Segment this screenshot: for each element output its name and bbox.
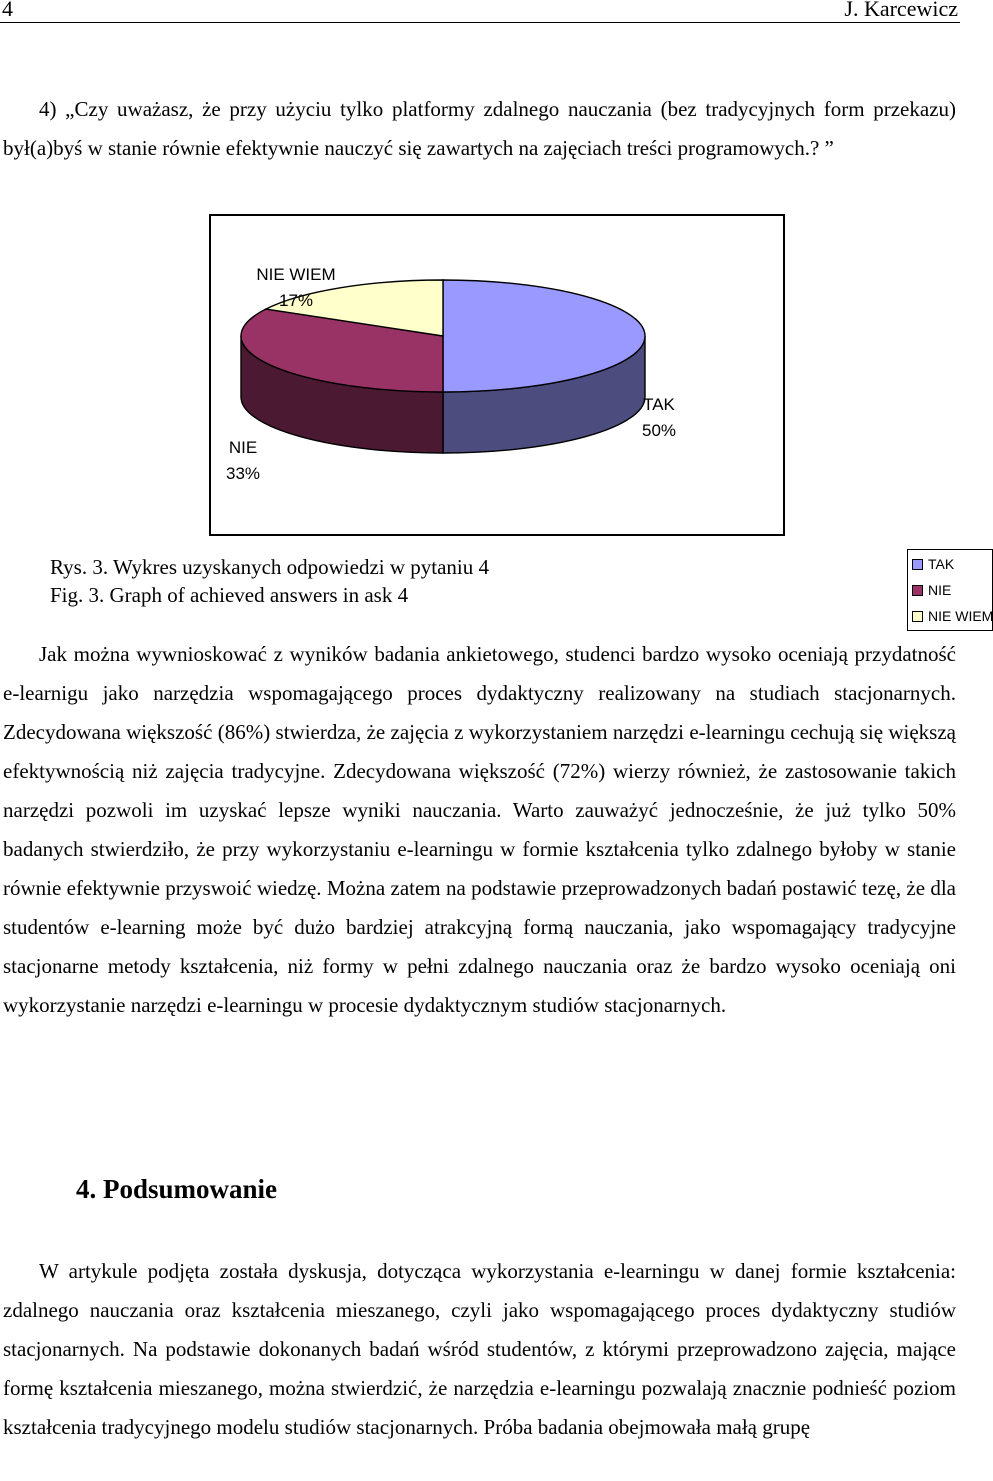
legend-swatch-nie-wiem <box>912 611 923 622</box>
slice-label-nie: NIE <box>228 438 258 457</box>
paragraph-conclusions-first: Jak można wywnioskować z wyników badania ankietowego, studenci bardzo wysoko <box>39 642 772 666</box>
slice-percent-nie-wiem: 17% <box>278 291 314 310</box>
slice-percent-tak: 50% <box>641 421 677 440</box>
slice-label-tak: TAK <box>643 395 675 414</box>
legend-label-nie: NIE <box>928 582 952 598</box>
slice-label-nie-wiem: NIE WIEM <box>256 265 336 284</box>
legend-label-tak: TAK <box>928 556 955 572</box>
figure-caption-pl: Rys. 3. Wykres uzyskanych odpowiedzi w pytaniu 4 <box>50 555 490 579</box>
paragraph-summary-rest: kształcenia: zdalnego nauczania oraz kształcenia mieszanego, czyli jako wspomagającego proces dydaktyczny studiów stacjonarnych. Na podstawie dokonanych badań wśród studentów, z którymi przeprowadzono zajęcia, mające formę kształcenia mieszanego, można stwierdzić, że narzędzia e-learningu pozwalają znacznie podnieść poziom kształcenia tradycyjnego modelu studiów stacjonarnych. Próba badania obejmowała małą grupę <box>3 1259 957 1439</box>
legend-swatch-tak <box>912 559 923 570</box>
running-head-author: J. Karcewicz <box>844 0 958 21</box>
pie-chart <box>211 216 783 534</box>
section-heading: 4. Podsumowanie <box>76 1174 278 1204</box>
paragraph-summary-first: W artykule podjęta została dyskusja, dotycząca wykorzystania e-learningu w danej formie <box>39 1259 847 1283</box>
legend-item-nie <box>912 582 951 598</box>
page-number: 4 <box>2 0 13 21</box>
chart-legend <box>907 549 993 631</box>
legend-swatch-nie <box>912 585 923 596</box>
survey-question <box>3 90 956 168</box>
legend-item-nie-wiem <box>912 608 993 624</box>
paragraph-summary <box>3 1252 956 1447</box>
paragraph-conclusions <box>3 635 956 1025</box>
slice-percent-nie: 33% <box>225 464 261 483</box>
page-header <box>0 0 960 23</box>
figure-caption-en: Fig. 3. Graph of achieved answers in ask 4 <box>50 583 409 607</box>
legend-label-nie-wiem: NIE WIEM <box>928 608 993 624</box>
question-text-rest: form przekazu) był(a)byś w stanie równie efektywnie nauczyć się zawartych na zajęciach treści programowych.? ” <box>3 97 957 160</box>
paragraph-conclusions-rest: oceniają przydatność e-learnigu jako narzędzia wspomagającego proces dydaktyczny realizowany na studiach stacjonarnych. Zdecydowana większość (86%) stwierdza, że zajęcia z wykorzystaniem narzędzi e-learningu cechują się większą efektywnością niż zajęcia tradycyjne. Zdecydowana większość (72%) wierzy również, że zastosowanie takich narzędzi pozwoli im uzyskać lepsze wyniki nauczania. Warto zauważyć jednocześnie, że już tylko 50% badanych stwierdziło, że przy wykorzystaniu e-learningu w formie kształcenia tylko zdalnego byłoby w stanie równie efektywnie przyswoić wiedzę. Można zatem na podstawie przeprowadzonych badań postawić tezę, że dla studentów e-learning może być dużo bardziej atrakcyjną formą nauczania, jako wspomagający tradycyjne stacjonarne metody kształcenia, niż formy w pełni zdalnego nauczania oraz że bardzo wysoko oceniają oni wykorzystanie narzędzi e-learningu w procesie dydaktycznym studiów stacjonarnych. <box>3 642 957 1017</box>
question-text-first: 4) „Czy uważasz, że przy użyciu tylko platformy zdalnego nauczania (bez tradycyjnych <box>39 97 816 121</box>
legend-item-tak <box>912 556 954 572</box>
